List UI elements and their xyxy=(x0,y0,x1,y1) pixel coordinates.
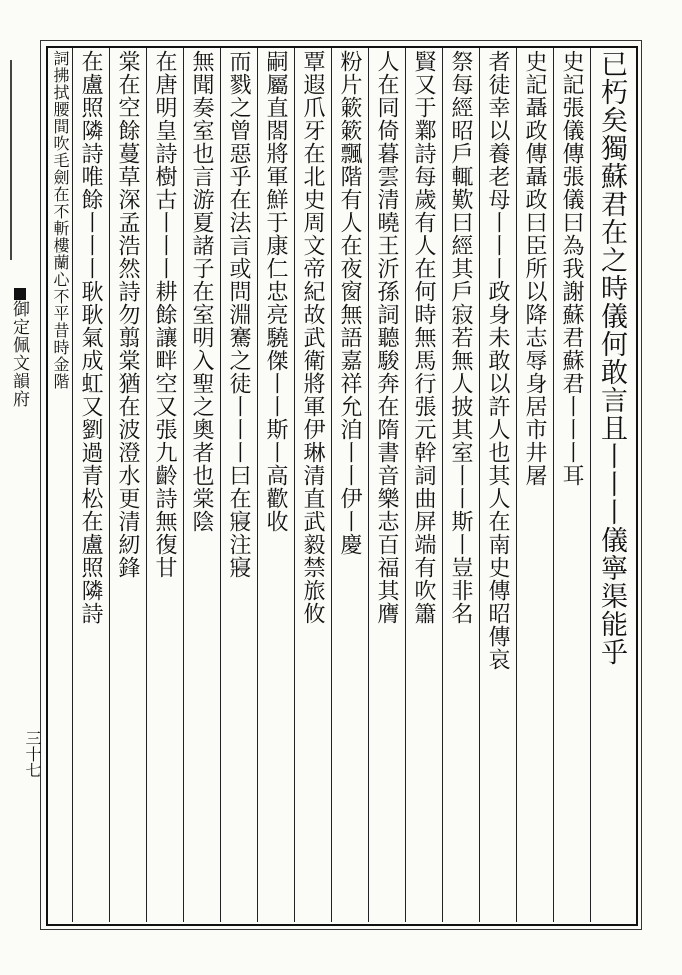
text-column: 無聞奏室也言游夏諸子在室明入聖之奧者也棠陰 xyxy=(189,50,214,533)
text-column: 祭每經昭戶輒歎曰經其戶寂若無人披其室丨丨斯丨豈非名 xyxy=(448,50,473,625)
margin-rule xyxy=(10,60,32,260)
text-column: 而戮之曾惡乎在法言或問淵騫之徒丨丨丨曰在寢注寢 xyxy=(226,50,251,579)
text-column: 者徒幸以養老母丨丨丨政身未敢以許人也其人在南史傳昭傳哀 xyxy=(485,50,510,671)
page-number: 三十七 xyxy=(23,730,42,778)
text-column: 詞拂拭腰間吹毛劍在不斬樓蘭心不平昔時金階 xyxy=(51,50,70,390)
fish-tail-mark xyxy=(14,288,26,300)
text-column: 棠在空餘蔓草深孟浩然詩勿翦棠猶在波澄水更清紉鋒 xyxy=(115,50,140,579)
text-column: 人在同倚暮雲清曉王沂孫詞聽駿奔在隋書音樂志百福其膺 xyxy=(374,50,399,625)
text-column: 在盧照隣詩唯餘丨丨丨耿耿氣成虹又劉過青松在盧照隣詩 xyxy=(78,50,103,625)
text-column: 覃遐爪牙在北史周文帝紀故武衛將軍伊琳清直武毅禁旅攸 xyxy=(300,50,325,625)
book-title: 御定佩文韻府 xyxy=(9,300,29,408)
text-column: 賢又于鄴詩每歲有人在何時無馬行張元幹詞曲屏端有吹簫 xyxy=(411,50,436,625)
text-column: 已朽矣獨蘇君在之時儀何敢言且丨丨丨儀寧渠能乎 xyxy=(596,50,627,666)
text-column: 在唐明皇詩樹古丨丨丨耕餘讓畔空又張九齡詩無復甘 xyxy=(152,50,177,579)
text-column: 嗣屬直閤將軍鮮于康仁忠亮驍傑丨丨斯丨高歡收 xyxy=(263,50,288,533)
text-column: 史記張儀傳張儀曰為我謝蘇君蘇君丨丨丨耳 xyxy=(559,50,584,487)
text-column: 粉片簌簌飄階有人在夜窗無語嘉祥允洎丨丨伊丨慶 xyxy=(337,50,362,556)
text-column: 史記聶政傳聶政曰臣所以降志辱身居市井屠 xyxy=(522,50,547,487)
